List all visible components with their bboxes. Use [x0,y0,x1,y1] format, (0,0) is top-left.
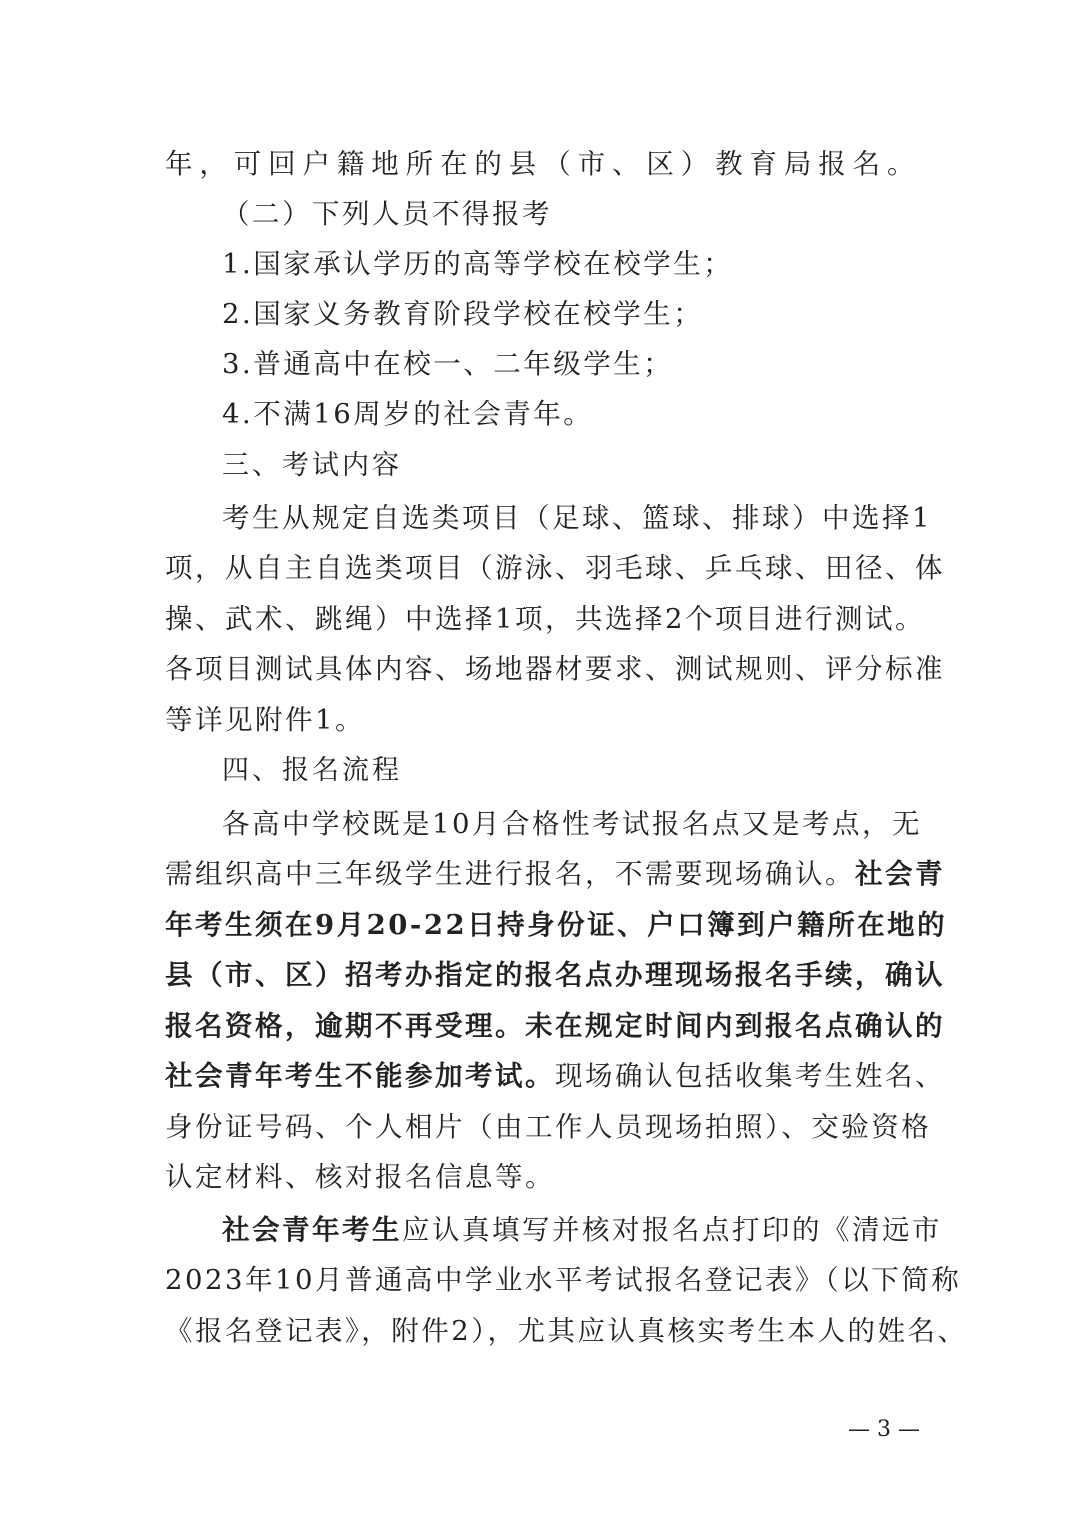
section-heading: 三、考试内容 [222,450,402,481]
paragraph-line: 各高中学校既是10月合格性考试报名点又是考点，无 [222,808,922,840]
paragraph-line: 项，从自主自选类项目（游泳、羽毛球、乒乓球、田径、体 [165,552,945,584]
paragraph-line: 考生从规定自选类项目（足球、篮球、排球）中选择1 [222,502,932,534]
paragraph-line: 报名资格，逾期不再受理。未在规定时间内到报名点确认的 [165,1010,945,1042]
normal-text: 需组织高中三年级学生进行报名，不需要现场确认。 [165,858,855,890]
paragraph-line: 《报名登记表》，附件2），尤其应认真核实考生本人的姓名、 [165,1315,968,1347]
bold-text: 社会青年考生 [222,1214,402,1246]
normal-text: 现场确认包括收集考生姓名、 [555,1060,945,1092]
paragraph-line: 认定材料、核对报名信息等。 [165,1161,555,1193]
bold-text: 社会青 [855,858,945,890]
list-item: 1.国家承认学历的高等学校在校学生； [222,248,734,280]
bold-text: 社会青年考生不能参加考试。 [165,1060,555,1092]
normal-text: 应认真填写并核对报名点打印的《清远市 [402,1214,942,1246]
paragraph-line: 年考生须在9月20-22日持身份证、户口簿到户籍所在地的 [165,909,948,941]
subsection-title: （二）下列人员不得报考 [222,198,552,230]
paragraph-line [222,1212,942,1248]
paragraph-line: 身份证号码、个人相片（由工作人员现场拍照）、交验资格 [165,1111,932,1143]
section-heading: 四、报名流程 [222,755,402,786]
list-item: 3.普通高中在校一、二年级学生； [222,348,674,380]
paragraph-line [165,856,945,892]
list-item: 2.国家义务教育阶段学校在校学生； [222,298,704,330]
paragraph-line: 县（市、区）招考办指定的报名点办理现场报名手续，确认 [165,959,945,991]
page-number: — 3 — [848,1417,920,1442]
paragraph-line: 等详见附件1。 [165,704,365,736]
paragraph-line [165,1058,945,1094]
paragraph-line: 操、武术、跳绳）中选择1项，共选择2个项目进行测试。 [165,603,925,635]
continuation-line: 年，可回户籍地所在的县（市、区）教育局报名。 [165,148,917,180]
paragraph-line: 各项目测试具体内容、场地器材要求、测试规则、评分标准 [165,653,945,685]
list-item: 4.不满16周岁的社会青年。 [222,398,594,430]
paragraph-line: 2023年10月普通高中学业水平考试报名登记表》（以下简称 [165,1264,962,1296]
